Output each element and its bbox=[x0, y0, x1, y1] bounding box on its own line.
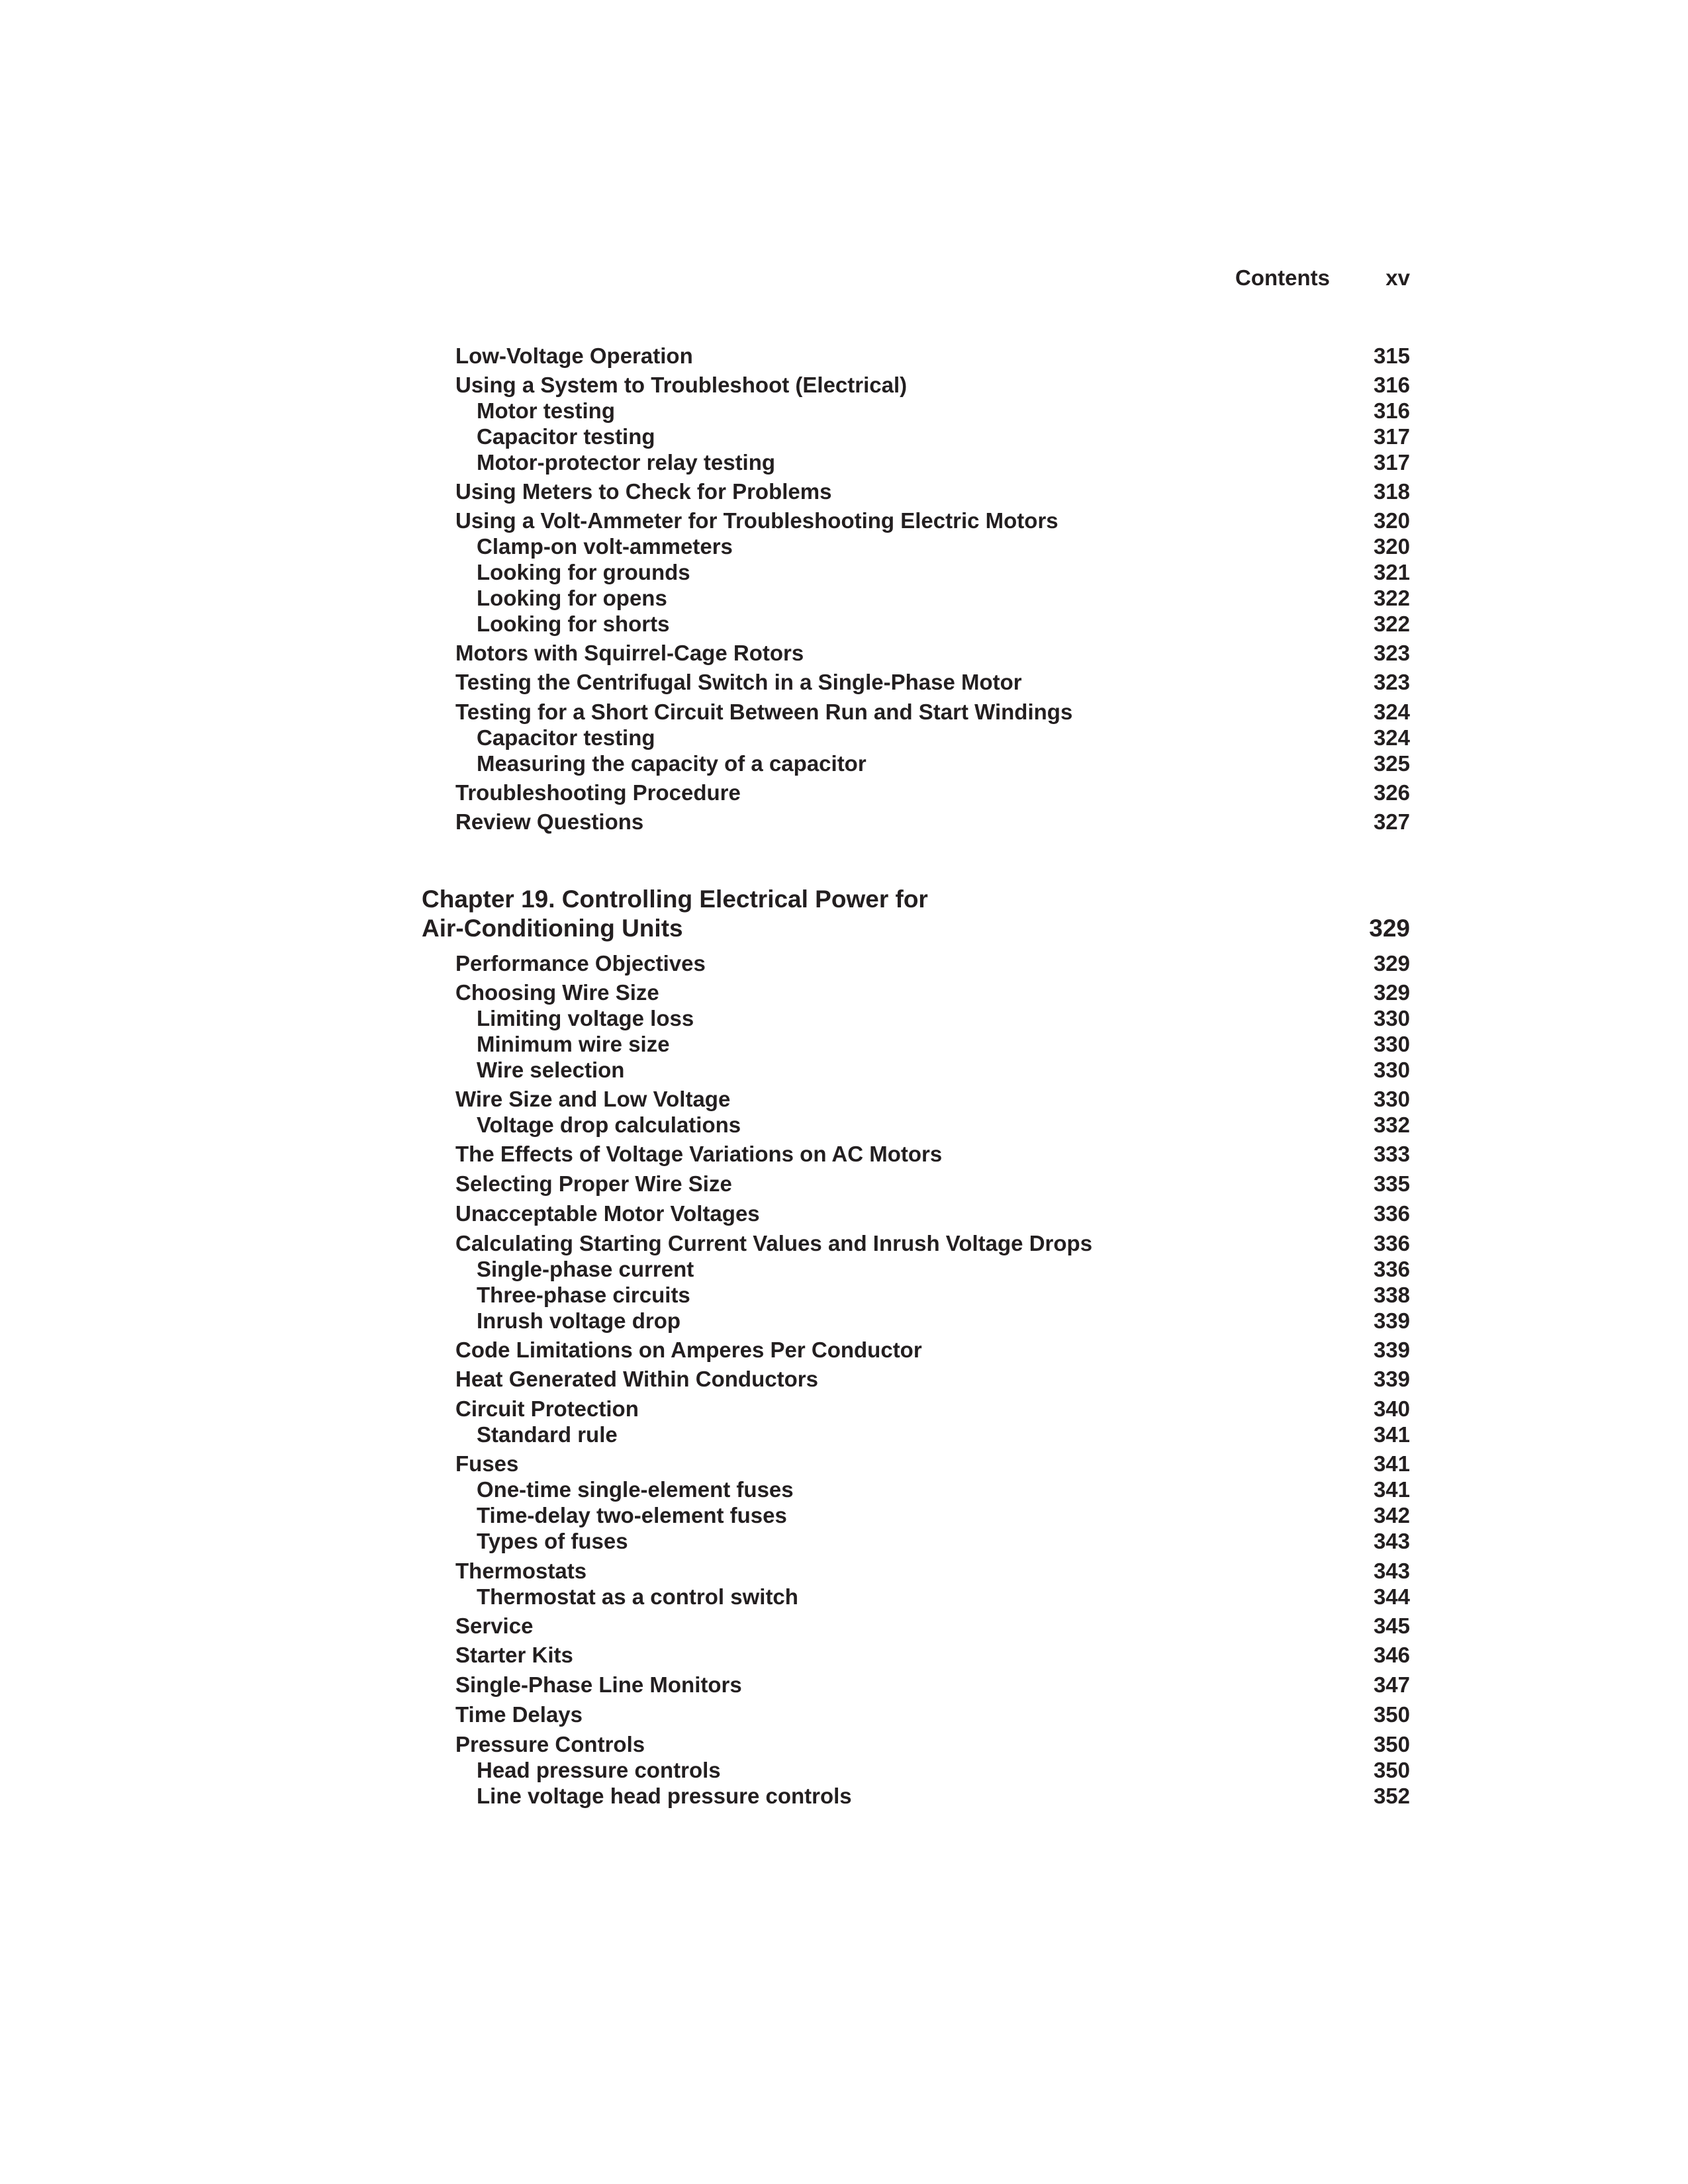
toc-subentry bbox=[477, 1502, 1410, 1529]
toc-entry-title: Looking for grounds bbox=[477, 560, 690, 584]
toc-entry-page-number: 324 bbox=[1373, 700, 1410, 724]
toc-entry-title: Performance Objectives bbox=[455, 951, 706, 976]
toc-entry-page-number: 333 bbox=[1373, 1142, 1410, 1166]
toc-entry-title: Head pressure controls bbox=[477, 1758, 721, 1782]
toc-entry-title: Circuit Protection bbox=[455, 1396, 639, 1421]
toc-entry bbox=[455, 1396, 1410, 1422]
toc-subentry bbox=[477, 1528, 1410, 1555]
toc-subentry bbox=[477, 1005, 1410, 1032]
toc-entry bbox=[455, 780, 1410, 806]
toc-entry-page-number: 329 bbox=[1373, 980, 1410, 1005]
toc-entry-page-number: 352 bbox=[1373, 1784, 1410, 1808]
toc-entry bbox=[455, 343, 1410, 369]
toc-entry bbox=[455, 1672, 1410, 1698]
toc-entry-page-number: 347 bbox=[1373, 1672, 1410, 1697]
toc-entry-title: Wire selection bbox=[477, 1058, 625, 1082]
toc-entry-title: Standard rule bbox=[477, 1422, 618, 1447]
toc-entry-title: Testing the Centrifugal Switch in a Single-Phase Motor bbox=[455, 670, 1022, 694]
toc-entry-page-number: 350 bbox=[1373, 1702, 1410, 1727]
toc-entry bbox=[455, 1731, 1410, 1758]
toc-entry-title: Pressure Controls bbox=[455, 1732, 645, 1756]
toc-entry-page-number: 318 bbox=[1373, 479, 1410, 504]
toc-entry-title: Looking for shorts bbox=[477, 612, 670, 636]
toc-entry-page-number: 336 bbox=[1373, 1257, 1410, 1281]
toc-entry-title: Inrush voltage drop bbox=[477, 1308, 681, 1333]
toc-subentry bbox=[477, 1477, 1410, 1503]
toc-entry bbox=[455, 1613, 1410, 1639]
toc-entry bbox=[455, 1086, 1410, 1113]
toc-entry-title: Review Questions bbox=[455, 809, 644, 834]
toc-subentry bbox=[477, 725, 1410, 751]
toc-entry-title: Looking for opens bbox=[477, 586, 667, 610]
toc-subentry bbox=[477, 1031, 1410, 1058]
toc-entry bbox=[455, 1451, 1410, 1477]
toc-subentry bbox=[477, 585, 1410, 612]
toc-entry-title: Time-delay two-element fuses bbox=[477, 1503, 787, 1527]
toc-entry bbox=[455, 809, 1410, 835]
toc-entry-page-number: 342 bbox=[1373, 1503, 1410, 1527]
toc-entry-title: Testing for a Short Circuit Between Run and Start Windings bbox=[455, 700, 1073, 724]
toc-subentry bbox=[477, 1256, 1410, 1283]
toc-entry-title: Calculating Starting Current Values and Inrush Voltage Drops bbox=[455, 1231, 1093, 1255]
toc-entry-page-number: 316 bbox=[1373, 398, 1410, 423]
toc-entry-title: Using a Volt-Ammeter for Troubleshooting Electric Motors bbox=[455, 508, 1058, 533]
toc-entry bbox=[455, 478, 1410, 505]
toc-entry-page-number: 345 bbox=[1373, 1614, 1410, 1638]
toc-entry-page-number: 330 bbox=[1373, 1032, 1410, 1056]
toc-subentry bbox=[477, 1422, 1410, 1448]
chapter-heading-line1 bbox=[422, 885, 1410, 914]
toc-entry bbox=[455, 1558, 1410, 1584]
toc-entry-page-number: 339 bbox=[1373, 1367, 1410, 1391]
toc-entry-page-number: 330 bbox=[1373, 1087, 1410, 1111]
toc-entry bbox=[455, 1141, 1410, 1167]
toc-entry-page-number: 340 bbox=[1373, 1396, 1410, 1421]
toc-entry-page-number: 316 bbox=[1373, 373, 1410, 397]
toc-entry bbox=[455, 1642, 1410, 1668]
toc-entry-title: Starter Kits bbox=[455, 1643, 573, 1667]
toc-entry-title: Capacitor testing bbox=[477, 725, 655, 750]
toc-entry-page-number: 336 bbox=[1373, 1201, 1410, 1226]
toc-subentry bbox=[477, 1308, 1410, 1334]
toc-subentry bbox=[477, 1783, 1410, 1809]
toc-entry-page-number: 322 bbox=[1373, 586, 1410, 610]
toc-entry-page-number: 323 bbox=[1373, 641, 1410, 665]
toc-entry bbox=[455, 640, 1410, 666]
toc-subentry bbox=[477, 751, 1410, 777]
toc-entry-page-number: 341 bbox=[1373, 1451, 1410, 1476]
toc-subentry bbox=[477, 533, 1410, 560]
toc-entry-page-number: 344 bbox=[1373, 1584, 1410, 1609]
toc-entry-title: Wire Size and Low Voltage bbox=[455, 1087, 731, 1111]
toc-entry-page-number: 350 bbox=[1373, 1758, 1410, 1782]
toc-subentry bbox=[477, 1112, 1410, 1138]
chapter-title-line1: Chapter 19. Controlling Electrical Power for bbox=[422, 886, 928, 913]
toc-entry-title: Using a System to Troubleshoot (Electrical) bbox=[455, 373, 908, 397]
toc-entry-title: Service bbox=[455, 1614, 534, 1638]
toc-entry bbox=[455, 1366, 1410, 1392]
toc-entry-title: Single-phase current bbox=[477, 1257, 694, 1281]
toc-entry-page-number: 339 bbox=[1373, 1338, 1410, 1362]
toc-entry-page-number: 332 bbox=[1373, 1113, 1410, 1137]
toc-subentry bbox=[477, 611, 1410, 637]
toc-entry-title: Troubleshooting Procedure bbox=[455, 780, 741, 805]
toc-entry-page-number: 325 bbox=[1373, 751, 1410, 776]
toc-entry-page-number: 324 bbox=[1373, 725, 1410, 750]
toc-entry-page-number: 338 bbox=[1373, 1283, 1410, 1307]
toc-entry-page-number: 330 bbox=[1373, 1058, 1410, 1082]
toc-entry-page-number: 323 bbox=[1373, 670, 1410, 694]
toc-entry-page-number: 320 bbox=[1373, 508, 1410, 533]
toc-entry-title: Code Limitations on Amperes Per Conductor bbox=[455, 1338, 922, 1362]
toc-entry bbox=[455, 979, 1410, 1006]
toc-entry bbox=[455, 1171, 1410, 1197]
toc-subentry bbox=[477, 1757, 1410, 1784]
toc-entry-title: Thermostat as a control switch bbox=[477, 1584, 798, 1609]
toc-entry-page-number: 350 bbox=[1373, 1732, 1410, 1756]
toc-entry-title: Selecting Proper Wire Size bbox=[455, 1171, 732, 1196]
toc-entry-page-number: 341 bbox=[1373, 1422, 1410, 1447]
toc-entry-title: Unacceptable Motor Voltages bbox=[455, 1201, 760, 1226]
toc-entry-title: Using Meters to Check for Problems bbox=[455, 479, 832, 504]
toc-entry bbox=[455, 669, 1410, 696]
toc-subentry bbox=[477, 559, 1410, 586]
toc-entry-title: One-time single-element fuses bbox=[477, 1477, 794, 1502]
toc-entry-page-number: 343 bbox=[1373, 1559, 1410, 1583]
toc-entry-page-number: 326 bbox=[1373, 780, 1410, 805]
toc-entry-title: Three-phase circuits bbox=[477, 1283, 690, 1307]
toc-entry-title: Line voltage head pressure controls bbox=[477, 1784, 852, 1808]
toc-entry-title: Capacitor testing bbox=[477, 424, 655, 449]
toc-subentry bbox=[477, 398, 1410, 424]
toc-subentry bbox=[477, 424, 1410, 450]
toc-entry-title: Fuses bbox=[455, 1451, 519, 1476]
toc-entry-title: Types of fuses bbox=[477, 1529, 628, 1553]
toc-entry-title: Heat Generated Within Conductors bbox=[455, 1367, 818, 1391]
toc-entry-title: Single-Phase Line Monitors bbox=[455, 1672, 742, 1697]
toc-entry-title: Limiting voltage loss bbox=[477, 1006, 694, 1030]
toc-entry-page-number: 315 bbox=[1373, 343, 1410, 368]
running-head bbox=[1192, 263, 1410, 293]
toc-entry bbox=[455, 1702, 1410, 1728]
toc-entry-page-number: 335 bbox=[1373, 1171, 1410, 1196]
toc-subentry bbox=[477, 1057, 1410, 1083]
toc-entry-page-number: 330 bbox=[1373, 1006, 1410, 1030]
chapter-title-line2: Air-Conditioning Units bbox=[422, 915, 683, 942]
toc-entry-page-number: 320 bbox=[1373, 534, 1410, 559]
toc-entry bbox=[455, 1201, 1410, 1227]
toc-entry-title: Motor testing bbox=[477, 398, 615, 423]
toc-entry bbox=[455, 699, 1410, 725]
toc-entry-page-number: 336 bbox=[1373, 1231, 1410, 1255]
toc-entry-title: Motor-protector relay testing bbox=[477, 450, 776, 475]
toc-entry-page-number: 321 bbox=[1373, 560, 1410, 584]
toc-entry-page-number: 329 bbox=[1373, 951, 1410, 976]
toc-entry-page-number: 346 bbox=[1373, 1643, 1410, 1667]
toc-subentry bbox=[477, 1584, 1410, 1610]
toc-entry-title: Clamp-on volt-ammeters bbox=[477, 534, 733, 559]
toc-entry-page-number: 327 bbox=[1373, 809, 1410, 834]
toc-entry-title: The Effects of Voltage Variations on AC Motors bbox=[455, 1142, 943, 1166]
toc-entry-page-number: 322 bbox=[1373, 612, 1410, 636]
toc-entry-title: Minimum wire size bbox=[477, 1032, 670, 1056]
toc-entry-page-number: 317 bbox=[1373, 450, 1410, 475]
toc-entry-page-number: 343 bbox=[1373, 1529, 1410, 1553]
toc-entry bbox=[455, 1230, 1410, 1257]
chapter-page-number: 329 bbox=[1369, 915, 1410, 942]
toc-entry-title: Low-Voltage Operation bbox=[455, 343, 693, 368]
running-head-title: Contents bbox=[1235, 265, 1330, 290]
chapter-heading-line2 bbox=[422, 914, 1410, 943]
toc-entry bbox=[455, 1337, 1410, 1363]
toc-entry-title: Time Delays bbox=[455, 1702, 583, 1727]
toc-entry-title: Voltage drop calculations bbox=[477, 1113, 741, 1137]
toc-entry-title: Choosing Wire Size bbox=[455, 980, 659, 1005]
toc-entry bbox=[455, 372, 1410, 398]
toc-entry-title: Motors with Squirrel-Cage Rotors bbox=[455, 641, 804, 665]
toc-subentry bbox=[477, 1282, 1410, 1308]
toc-entry-page-number: 341 bbox=[1373, 1477, 1410, 1502]
toc-entry bbox=[455, 950, 1410, 977]
toc-entry-page-number: 317 bbox=[1373, 424, 1410, 449]
toc-subentry bbox=[477, 449, 1410, 476]
running-head-page-number: xv bbox=[1385, 265, 1410, 290]
toc-entry-page-number: 339 bbox=[1373, 1308, 1410, 1333]
toc-entry-title: Thermostats bbox=[455, 1559, 587, 1583]
toc-entry bbox=[455, 508, 1410, 534]
toc-entry-title: Measuring the capacity of a capacitor bbox=[477, 751, 867, 776]
